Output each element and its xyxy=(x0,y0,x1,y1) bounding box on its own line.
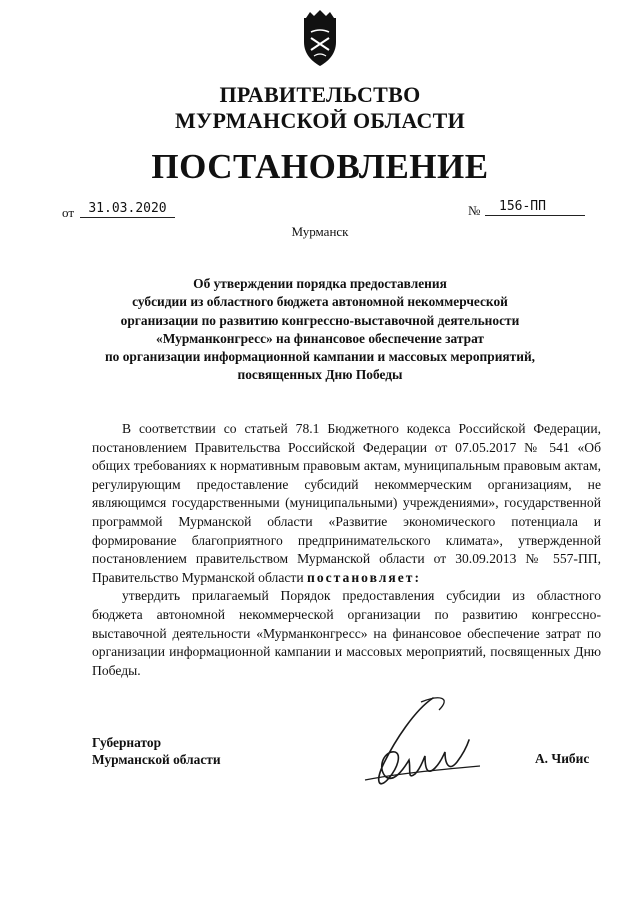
number-label: № xyxy=(468,203,481,218)
coat-of-arms-icon xyxy=(296,10,344,68)
date-value: 31.03.2020 xyxy=(80,201,175,218)
body-paragraph-2: утвердить прилагаемый Порядок предоставления субсидии из областного бюджета автономной некоммерческой организации по развитию конгрессно-выставочной деятельности «Мурманконгресс» на финансовое обеспечение затрат по организации информационной кампании и массовых мероприятий, посвященных Дню Победы. xyxy=(92,588,601,678)
subject-line: «Мурманконгресс» на финансовое обеспечение затрат xyxy=(156,330,484,346)
document-type: ПОСТАНОВЛЕНИЕ xyxy=(151,147,489,186)
government-title xyxy=(0,82,640,134)
government-title-line2: МУРМАНСКОЙ ОБЛАСТИ xyxy=(174,108,466,133)
signatory-name: А. Чибис xyxy=(535,751,590,766)
subject-line: Об утверждении порядка предоставления xyxy=(193,276,447,291)
number-value: 156-ПП xyxy=(485,199,585,216)
date-label: от xyxy=(62,205,75,220)
subject-line: субсидии из областного бюджета автономной некоммерческой xyxy=(132,294,508,310)
handwritten-signature-icon xyxy=(355,690,485,800)
subject-line: посвященных Дню Победы xyxy=(237,367,403,383)
document-body xyxy=(92,420,601,680)
city-name: Мурманск xyxy=(291,224,349,239)
signatory-title xyxy=(92,734,221,768)
body-paragraph-1 xyxy=(92,420,601,587)
signatory-title-line1: Губернатор xyxy=(92,735,162,750)
signatory-title-line2: Мурманской области xyxy=(92,752,221,767)
paragraph-1-text: В соответствии со статьей 78.1 Бюджетного кодекса Российской Федерации, постановлением Правительства Российской Федерации от 07.05.2017 № 541 «Об общих требованиях к нормативным правовым актам, муниципальным правовым актам, регулирующим предоставление субсидий некоммерческим организациям, не являющимся государственными (муниципальными) учреждениями», государственной программой Мурманской области «Развитие экономического потенциала и формирование благоприятного предпринимательского климата», утвержденной постановлением правительством Мурманской области от 30.09.2013 № 557-ПП, Правительство Мурманской области xyxy=(92,421,601,585)
subject-line: по организации информационной кампании и массовых мероприятий, xyxy=(104,349,536,365)
document-subject xyxy=(70,275,570,385)
resolution-keyword: постановляет: xyxy=(307,569,421,585)
subject-line: организации по развитию конгрессно-выставочной деятельности xyxy=(120,312,520,328)
government-title-line1: ПРАВИТЕЛЬСТВО xyxy=(219,82,421,107)
